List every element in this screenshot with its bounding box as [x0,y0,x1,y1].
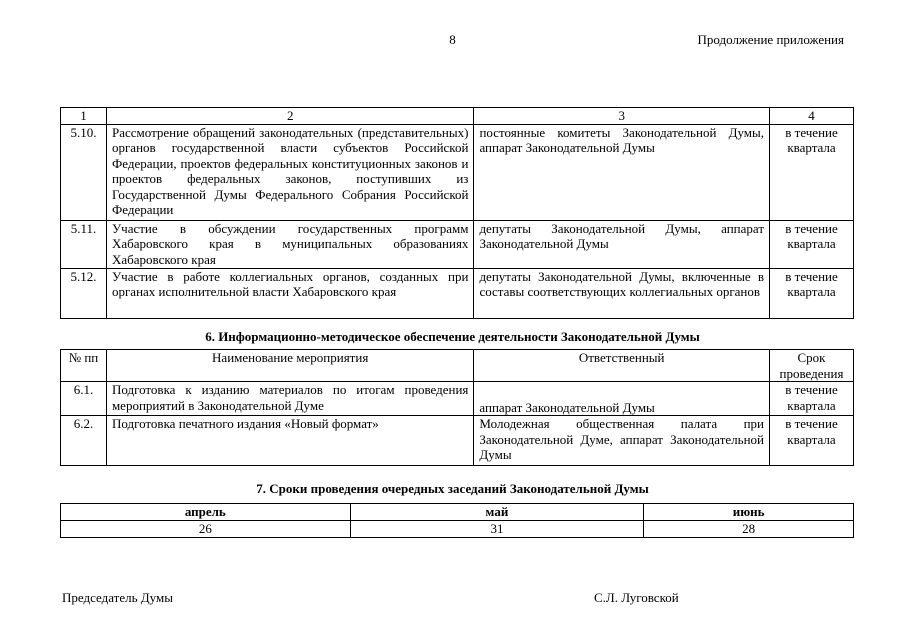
page-number: 8 [449,32,456,47]
plan-table-section-6 [60,349,854,466]
term-cell: в течение квартала [769,416,853,466]
months-row [61,504,854,521]
event-cell: Участие в обсуждении государственных программ Хабаровского края в муниципальных образованиях Хабаровского края [106,220,473,268]
row-number: 5.10. [61,124,107,220]
term-cell: в течение квартала [770,124,854,220]
days-row [61,520,854,537]
event-cell: Подготовка печатного издания «Новый формат» [106,416,473,466]
row-number: 6.1. [61,382,107,416]
table-row [61,268,854,318]
plan-table-section-5 [60,107,854,319]
responsible-cell: постоянные комитеты Законодательной Думы, аппарат Законодательной Думы [474,124,770,220]
chairman-name: С.Л. Луговской [594,590,679,605]
header-event: Наименование мероприятия [106,350,473,382]
day-cell: 26 [61,520,351,537]
row-number: 5.12. [61,268,107,318]
event-cell: Участие в работе коллегиальных органов, созданных при органах исполнительной власти Хабаровского края [106,268,473,318]
event-cell: Подготовка к изданию материалов по итогам проведения мероприятий в Законодательной Думе [106,382,473,416]
continuation-label: Продолжение приложения [697,32,844,47]
responsible-cell: депутаты Законодательной Думы, аппарат Законодательной Думы [474,220,770,268]
column-number: 1 [61,108,107,125]
section-6-title: 6. Информационно-методическое обеспечение деятельности Законодательной Думы [205,329,700,344]
table-row [61,382,854,416]
table-row [61,220,854,268]
term-cell: в течение квартала [770,268,854,318]
responsible-cell: Молодежная общественная палата при Законодательной Думе, аппарат Законодательной Думы [474,416,770,466]
day-cell: 28 [644,520,854,537]
term-cell: в течение квартала [769,382,853,416]
header-num: № пп [61,350,107,382]
event-cell: Рассмотрение обращений законодательных (представительных) органов государственной власти субъектов Российской Федерации, проектов федеральных конституционных законов и проектов федеральных законов, поступивших из Государственной Думы Федерального Собрания Российской Федерации [106,124,473,220]
section-7-title: 7. Сроки проведения очередных заседаний Законодательной Думы [256,481,649,496]
column-numbers-row [61,108,854,125]
row-number: 5.11. [61,220,107,268]
day-cell: 31 [350,520,644,537]
column-number: 3 [474,108,770,125]
month-cell: июнь [644,504,854,521]
sessions-table [60,503,854,538]
month-cell: апрель [61,504,351,521]
header-term: Срок проведения [769,350,853,382]
responsible-cell: депутаты Законодательной Думы, включенные в составы соответствующих коллегиальных органов [474,268,770,318]
table-row [61,124,854,220]
row-number: 6.2. [61,416,107,466]
responsible-cell: аппарат Законодательной Думы [474,382,770,416]
column-number: 2 [106,108,473,125]
table-row [61,416,854,466]
month-cell: май [350,504,644,521]
column-number: 4 [770,108,854,125]
header-responsible: Ответственный [474,350,770,382]
term-cell: в течение квартала [770,220,854,268]
table-header-row [61,350,854,382]
chairman-label: Председатель Думы [62,590,173,605]
